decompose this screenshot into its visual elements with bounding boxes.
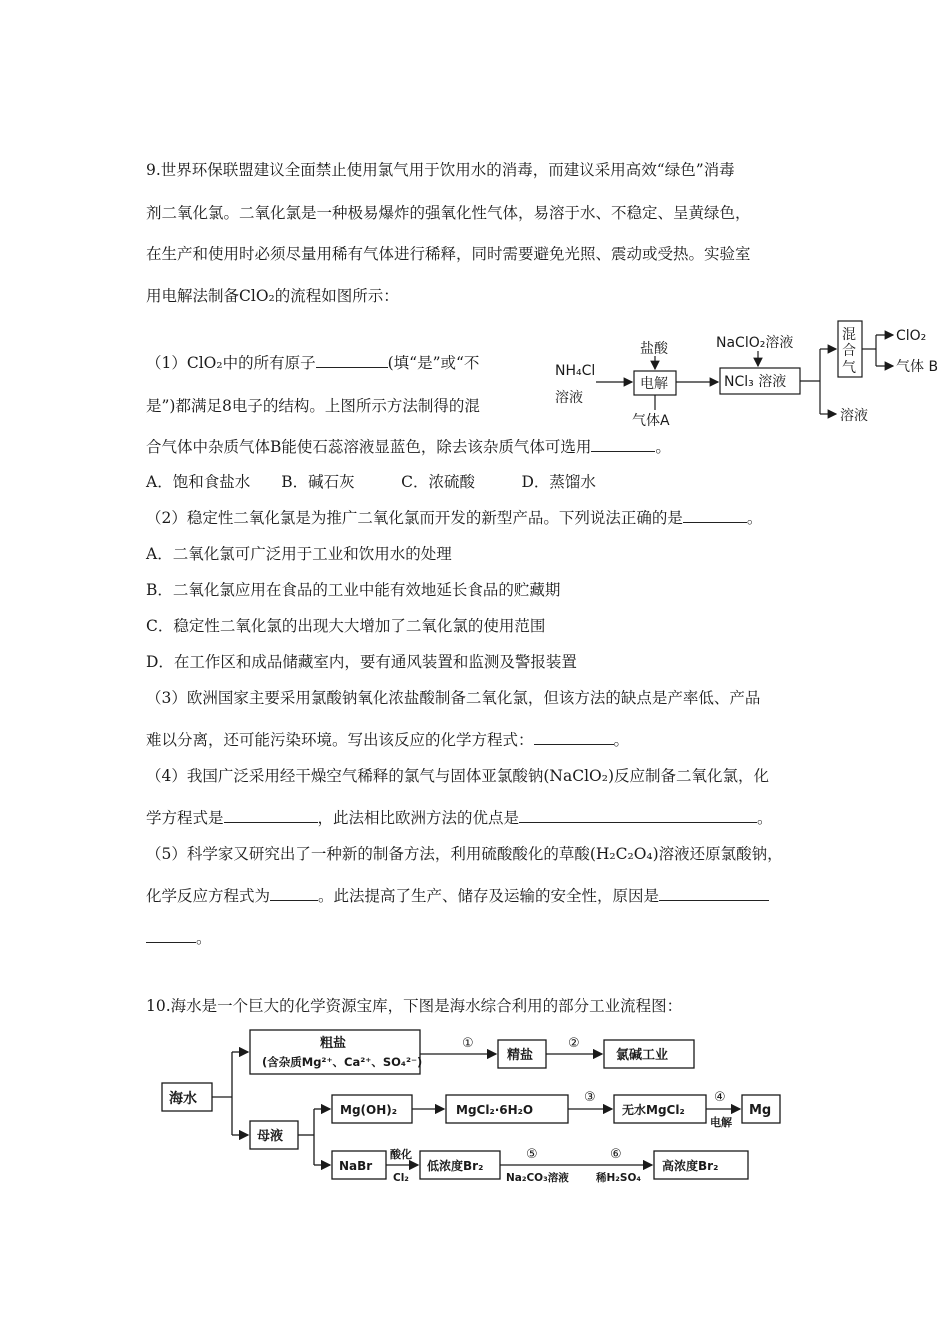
q9-part5-line-1: （5）科学家又研究出了一种新的制备方法，利用硫酸酸化的草酸(H₂C₂O₄)溶液还原氯酸钠，: [146, 845, 783, 863]
label-step5: ⑤: [526, 1147, 538, 1162]
q9-part1-text-b: (填“是”或“不: [387, 354, 480, 372]
label-refined-salt: 精盐: [507, 1048, 534, 1063]
label-clo2: ClO₂: [896, 328, 927, 344]
q9-part4-text-b: 学方程式是: [146, 809, 224, 827]
label-electrolysis: 电解: [640, 376, 668, 392]
label-seawater: 海水: [169, 1091, 197, 1107]
label-dilute-h2so4: 稀H₂SO₄: [596, 1172, 641, 1184]
label-step3: ③: [584, 1090, 596, 1105]
q9-part2-option-d: D．在工作区和成品储藏室内，要有通风装置和监测及警报装置: [146, 653, 577, 671]
q9-part1-line-2: 是”)都满足8电子的结构。上图所示方法制得的混: [146, 397, 480, 415]
label-nabr: NaBr: [339, 1159, 373, 1173]
label-mother-liquor: 母液: [257, 1129, 284, 1144]
q9-part1-text-d: 合气体中杂质气体B能使石蕊溶液显蓝色，除去该杂质气体可选用: [146, 438, 592, 456]
label-step4: ④: [714, 1090, 726, 1105]
label-mixed-3: 气: [842, 360, 856, 376]
q9-intro-line-2: 剂二氧化氯。二氧化氯是一种极易爆炸的强氧化性气体，易溶于水、不稳定、呈黄绿色，: [146, 204, 751, 222]
punctuation: 。: [655, 438, 671, 456]
label-nh4cl-solution: 溶液: [555, 390, 583, 406]
punctuation: 。: [746, 509, 763, 527]
label-mixed-2: 合: [842, 343, 856, 359]
label-gas-b: 气体 B: [896, 359, 939, 375]
q9-part3-text: 难以分离，还可能污染环境。写出该反应的化学方程式：: [146, 731, 534, 749]
label-crude-salt-note: (含杂质Mg²⁺、Ca²⁺、SO₄²⁻): [262, 1055, 423, 1069]
label-nh4cl: NH₄Cl: [555, 363, 596, 379]
q9-part2-option-c: C．稳定性二氧化氯的出现大大增加了二氧化氯的使用范围: [146, 617, 546, 635]
label-mgcl2-hydrate: MgCl₂·6H₂O: [456, 1103, 534, 1117]
label-gas-a: 气体A: [632, 413, 670, 429]
label-cl2: Cl₂: [393, 1172, 409, 1184]
label-step2: ②: [568, 1036, 580, 1051]
label-electrolysis-mg: 电解: [710, 1116, 732, 1129]
punctuation: 。: [613, 731, 630, 749]
label-naclo2: NaClO₂溶液: [716, 335, 794, 351]
label-high-br2: 高浓度Br₂: [662, 1159, 719, 1173]
label-anhydrous-mgcl2: 无水MgCl₂: [622, 1103, 685, 1117]
label-acidify: 酸化: [390, 1148, 412, 1161]
q9-part3-line-1: （3）欧洲国家主要采用氯酸钠氧化浓盐酸制备二氧化氯，但该方法的缺点是产率低、产品: [146, 689, 761, 707]
label-step6: ⑥: [610, 1147, 622, 1162]
punctuation: 。: [196, 929, 212, 947]
label-crude-salt: 粗盐: [320, 1036, 347, 1051]
q9-part2-option-b: B．二氧化氯应用在食品的工业中能有效地延长食品的贮藏期: [146, 581, 561, 599]
label-low-br2: 低浓度Br₂: [427, 1159, 484, 1173]
q10-title: 10.海水是一个巨大的化学资源宝库，下图是海水综合利用的部分工业流程图：: [146, 997, 683, 1015]
label-na2co3: Na₂CO₃溶液: [506, 1172, 569, 1184]
label-solution: 溶液: [840, 408, 868, 424]
label-chlor-alkali: 氯碱工业: [616, 1048, 669, 1063]
q9-intro-line-1: 9.世界环保联盟建议全面禁止使用氯气用于饮用水的消毒，而建议采用高效“绿色”消毒: [146, 161, 735, 179]
q9-intro-line-3: 在生产和使用时必须尽量用稀有气体进行稀释，同时需要避免光照、震动或受热。实验室: [146, 245, 751, 263]
q9-part4-line-1: （4）我国广泛采用经干燥空气稀释的氯气与固体亚氯酸钠(NaClO₂)反应制备二氧化氯，化: [146, 767, 769, 785]
q9-part5-text-c: 。此法提高了生产、储存及运输的安全性，原因是: [318, 887, 660, 905]
label-mg: Mg: [749, 1103, 772, 1118]
label-hcl: 盐酸: [640, 341, 668, 357]
label-mixed-1: 混: [842, 327, 856, 343]
label-ncl3: NCl₃ 溶液: [724, 374, 787, 390]
q9-part1-options: A．饱和食盐水 B．碱石灰 C．浓硫酸 D．蒸馏水: [146, 473, 596, 491]
label-mgoh2: Mg(OH)₂: [340, 1103, 397, 1117]
q9-part2-option-a: A．二氧化氯可广泛用于工业和饮用水的处理: [146, 545, 452, 563]
q9-part2-text: （2）稳定性二氧化氯是为推广二氧化氯而开发的新型产品。下列说法正确的是: [146, 509, 683, 527]
punctuation: 。: [757, 809, 773, 827]
label-step1: ①: [462, 1036, 474, 1051]
q9-part4-text-c: ，此法相比欧洲方法的优点是: [317, 809, 520, 827]
q9-part1-text-a: （1）ClO₂中的所有原子: [146, 354, 316, 372]
q9-intro-line-4: 用电解法制备ClO₂的流程如图所示：: [146, 287, 399, 305]
q9-part5-text-b: 化学反应方程式为: [146, 887, 271, 905]
